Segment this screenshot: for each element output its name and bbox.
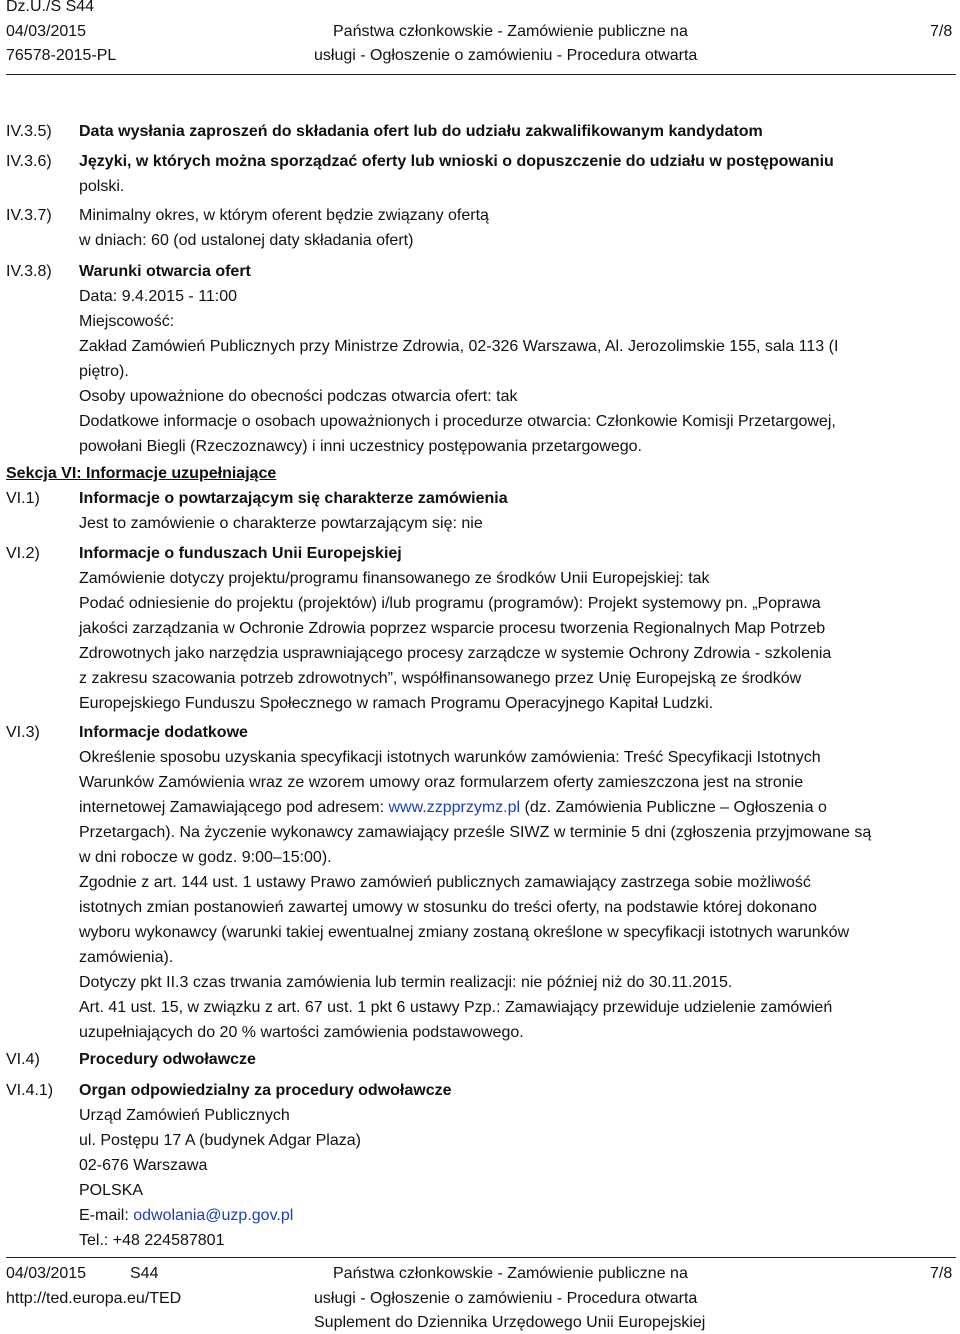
section-iv35 <box>79 119 763 144</box>
footer-title-line3: Suplement do Dziennika Urzędowego Unii Europejskiej <box>314 1314 706 1331</box>
info-line: Warunków Zamówienia wraz ze wzorem umowy oraz formularzem oferty zamieszczona jest na stronie <box>79 774 804 791</box>
email-link[interactable]: odwolania@uzp.gov.pl <box>133 1207 294 1224</box>
footer-url[interactable]: http://ted.europa.eu/TED <box>6 1290 182 1307</box>
section-title: Warunki otwarcia ofert <box>79 263 251 280</box>
section-title: Informacje o powtarzającym się charakterze zamówienia <box>79 490 508 507</box>
footer-date: 04/03/2015 <box>6 1265 87 1282</box>
footer-page-number: 7/8 <box>930 1265 953 1282</box>
info-line: Art. 41 ust. 15, w związku z art. 67 ust. 1 pkt 6 ustawy Pzp.: Zamawiający przewiduje udzielenie zamówień <box>79 999 833 1016</box>
section-number-iv38: IV.3.8) <box>6 263 52 280</box>
eu-funds-line: Podać odniesienie do projektu (projektów) i/lub programu (programów): Projekt systemowy pn. „Poprawa <box>79 595 821 612</box>
section-iv37 <box>79 203 489 253</box>
section-title: Procedury odwoławcze <box>79 1051 256 1068</box>
postal-city: 02-676 Warszawa <box>79 1157 208 1174</box>
email-line <box>79 1203 452 1228</box>
footer-title-line2: usługi - Ogłoszenie o zamówieniu - Procedura otwarta <box>314 1290 698 1307</box>
street-address: ul. Postępu 17 A (budynek Adgar Plaza) <box>79 1132 361 1149</box>
info-line: uzupełniających do 20 % wartości zamówienia podstawowego. <box>79 1024 524 1041</box>
journal-ref: Dz.U./S S44 <box>6 0 95 15</box>
section-vi4 <box>79 1047 256 1072</box>
additional-info-line2: powołani Biegli (Rzeczoznawcy) i inni uczestnicy postępowania przetargowego. <box>79 438 642 455</box>
country: POLSKA <box>79 1182 144 1199</box>
section-title: Data wysłania zaproszeń do składania ofert lub do udziału zakwalifikowanym kandydatom <box>79 123 763 140</box>
section-number-vi2: VI.2) <box>6 545 40 562</box>
section-title: Organ odpowiedzialny za procedury odwoławcze <box>79 1082 452 1099</box>
header-title-line1: Państwa członkowskie - Zamówienie publiczne na <box>333 23 688 40</box>
header-title-line2: usługi - Ogłoszenie o zamówieniu - Procedura otwarta <box>314 47 698 64</box>
section-iv36 <box>79 149 834 199</box>
info-text: internetowej Zamawiającego pod adresem: <box>79 799 389 816</box>
eu-funds-line: Europejskiego Funduszu Społecznego w ramach Programu Operacyjnego Kapitał Ludzki. <box>79 695 714 712</box>
section-title: Informacje dodatkowe <box>79 724 248 741</box>
authorized-persons: Osoby upoważnione do obecności podczas otwarcia ofert: tak <box>79 388 518 405</box>
eu-funds-line: z zakresu szacowania potrzeb zdrowotnych”, współfinansowanego przez Unię Europejską ze środków <box>79 670 802 687</box>
section-text: w dniach: 60 (od ustalonej daty składania ofert) <box>79 232 414 249</box>
info-text: (dz. Zamówienia Publiczne – Ogłoszenia o <box>520 799 827 816</box>
eu-funds-line: Zamówienie dotyczy projektu/programu finansowanego ze środków Unii Europejskiej: tak <box>79 570 710 587</box>
notice-number: 76578-2015-PL <box>6 47 117 64</box>
info-line-with-link <box>79 795 871 820</box>
section-number-iv36: IV.3.6) <box>6 153 52 170</box>
info-line: zamówienia). <box>79 949 174 966</box>
section-title: Języki, w których można sporządzać oferty lub wnioski o dopuszczenie do udziału w postępowaniu <box>79 153 834 170</box>
header-date: 04/03/2015 <box>6 23 87 40</box>
info-line: Dotyczy pkt II.3 czas trwania zamówienia lub termin realizacji: nie później niż do 30.11.2015. <box>79 974 733 991</box>
section-vi41 <box>79 1078 452 1253</box>
section-vi-heading: Sekcja VI: Informacje uzupełniające <box>6 465 277 482</box>
section-text: polski. <box>79 178 125 195</box>
header-page-number: 7/8 <box>930 23 953 40</box>
section-number-vi3: VI.3) <box>6 724 40 741</box>
section-vi2 <box>79 541 831 716</box>
section-vi1 <box>79 486 508 536</box>
info-line: Określenie sposobu uzyskania specyfikacji istotnych warunków zamówienia: Treść Specyfikacji Istotnych <box>79 749 821 766</box>
section-title: Informacje o funduszach Unii Europejskiej <box>79 545 402 562</box>
section-number-iv35: IV.3.5) <box>6 123 52 140</box>
footer-issue: S44 <box>130 1265 159 1282</box>
info-line: Przetargach). Na życzenie wykonawcy zamawiający prześle SIWZ w terminie 5 dni (zgłoszenia przyjmowane są <box>79 824 872 841</box>
footer-title-line1: Państwa członkowskie - Zamówienie publiczne na <box>333 1265 688 1282</box>
footer-divider <box>6 1257 956 1258</box>
additional-info-line1: Dodatkowe informacje o osobach upoważnionych i procedurze otwarcia: Członkowie Komisji Przetargowej, <box>79 413 836 430</box>
section-number-vi41: VI.4.1) <box>6 1082 54 1099</box>
section-iv38 <box>79 259 838 459</box>
section-title: Minimalny okres, w którym oferent będzie związany ofertą <box>79 207 489 224</box>
info-line: wyboru wykonawcy (warunki takiej ewentualnej zmiany zostaną określone w specyfikacji istotnych warunków <box>79 924 850 941</box>
section-vi3 <box>79 720 871 1045</box>
place-line2: piętro). <box>79 363 129 380</box>
website-link[interactable]: www.zzpprzymz.pl <box>388 799 521 816</box>
section-number-iv37: IV.3.7) <box>6 207 52 224</box>
phone: Tel.: +48 224587801 <box>79 1232 225 1249</box>
info-line: Zgodnie z art. 144 ust. 1 ustawy Prawo zamówień publicznych zamawiający zastrzega sobie możliwość <box>79 874 811 891</box>
header-divider <box>6 74 956 75</box>
place-label: Miejscowość: <box>79 313 175 330</box>
section-number-vi4: VI.4) <box>6 1051 40 1068</box>
section-number-vi1: VI.1) <box>6 490 40 507</box>
organization-name: Urząd Zamówień Publicznych <box>79 1107 290 1124</box>
eu-funds-line: Zdrowotnych jako narzędzia usprawniającego procesy zarządcze w systemie Ochrony Zdrowia - szkolenia <box>79 645 832 662</box>
place-line1: Zakład Zamówień Publicznych przy Ministrze Zdrowia, 02-326 Warszawa, Al. Jerozolimskie 155, sala 113 (I <box>79 338 839 355</box>
info-line: istotnych zmian postanowień zawartej umowy w stosunku do treści oferty, na podstawie której dokonano <box>79 899 817 916</box>
section-text: Jest to zamówienie o charakterze powtarzającym się: nie <box>79 515 483 532</box>
opening-date: Data: 9.4.2015 - 11:00 <box>79 288 238 305</box>
eu-funds-line: jakości zarządzania w Ochronie Zdrowia poprzez wsparcie procesu tworzenia Regionalnych Map Potrzeb <box>79 620 826 637</box>
info-line: w dni robocze w godz. 9:00–15:00). <box>79 849 332 866</box>
email-label: E-mail: <box>79 1207 134 1224</box>
